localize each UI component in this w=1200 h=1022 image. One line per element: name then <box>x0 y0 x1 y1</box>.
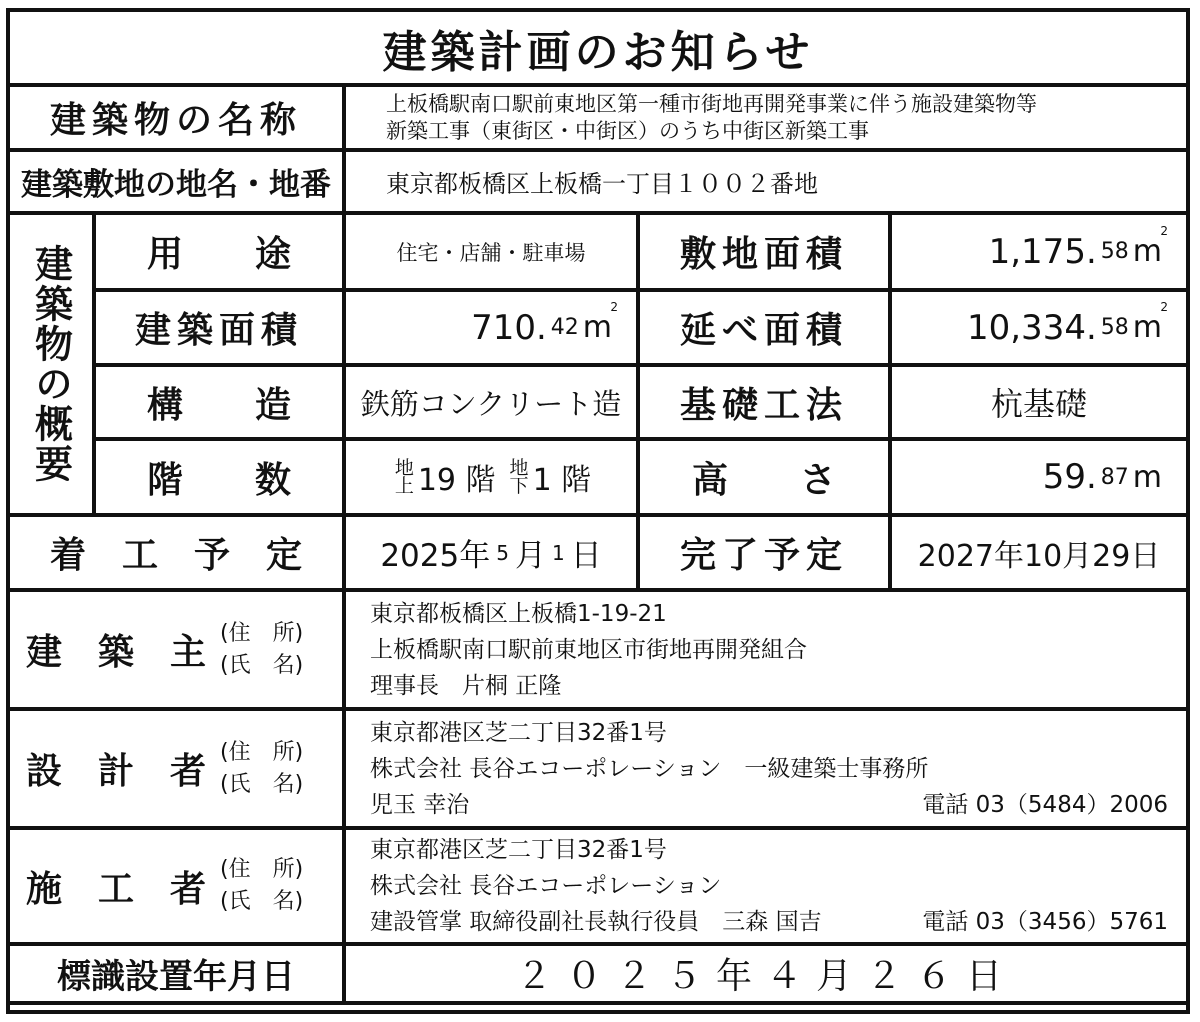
designer-label: 設 計 者 (住 所) (氏 名) <box>26 739 304 797</box>
structure-value: 鉄筋コンクリート造 <box>360 386 622 421</box>
height-value: 59. 87 m <box>1042 457 1162 497</box>
start-value: 2025年 5 月 1 日 <box>380 538 602 574</box>
floors-label: 階 数 <box>146 459 291 501</box>
site-label: 建築敷地の地名・地番 <box>21 167 331 203</box>
floor-area-value: 10,334. 58 m 2 <box>966 300 1168 348</box>
owner-value: 東京都板橋区上板橋1‐19‐21 上板橋駅南口駅前東地区市街地再開発組合 理事長 片桐 正隆 <box>370 600 807 699</box>
title-text: 建築計画のお知らせ <box>382 26 814 78</box>
end-value: 2027年10月29日 <box>917 538 1161 574</box>
posted-value: ２０２５年４月２６日 <box>515 956 1016 997</box>
designer-name-phone: 児玉 幸治 電話 03（5484）2006 <box>370 791 1168 818</box>
designer-value: 東京都港区芝二丁目32番1号 株式会社 長谷エコーポレーション 一級建築士事務所 児玉 幸治 電話 03（5484）2006 <box>346 711 1186 826</box>
structure-label: 構 造 <box>146 384 291 426</box>
site-area-label: 敷地面積 <box>679 234 848 275</box>
use-value: 住宅・店舗・駐車場 <box>396 240 586 265</box>
posted-label: 標識設置年月日 <box>57 957 295 997</box>
page-title <box>10 12 1186 83</box>
end-label: 完了予定 <box>679 535 848 576</box>
site-value: 東京都板橋区上板橋一丁目１００２番地 <box>386 170 818 198</box>
contractor-name-phone: 建設管掌 取締役副社長執行役員 三森 国吉 電話 03（3456）5761 <box>370 909 1168 935</box>
overview-side-label: 建築物の概要 <box>28 244 73 484</box>
use-label: 用 途 <box>146 234 291 275</box>
height-label: 高 さ <box>691 459 836 501</box>
floors-value: 地 上 19 階 地 下 1 階 <box>394 457 592 498</box>
foundation-label: 基礎工法 <box>679 384 848 426</box>
start-label: 着 工 予 定 <box>49 535 302 576</box>
building-area-value: 710. 42 m 2 <box>471 300 618 348</box>
site-area-value: 1,175. 58 m 2 <box>988 224 1168 272</box>
foundation-value: 杭基礎 <box>990 385 1087 423</box>
contractor-value: 東京都港区芝二丁目32番1号 株式会社 長谷エコーポレーション 建設管掌 取締役副社長執行役員 三森 国吉 電話 03（3456）5761 <box>346 830 1186 942</box>
rule <box>6 1001 1190 1005</box>
building-name-label: 建築物の名称 <box>49 100 302 141</box>
owner-label: 建 築 主 (住 所) (氏 名) <box>26 620 304 678</box>
building-name-value: 上板橋駅南口駅前東地区第一種市街地再開発事業に伴う施設建築物等 新築工事（東街区・中街区）のうち中街区新築工事 <box>386 91 1037 143</box>
floor-area-label: 延べ面積 <box>679 310 848 351</box>
building-area-label: 建築面積 <box>134 310 303 351</box>
contractor-label: 施 工 者 (住 所) (氏 名) <box>26 857 304 914</box>
